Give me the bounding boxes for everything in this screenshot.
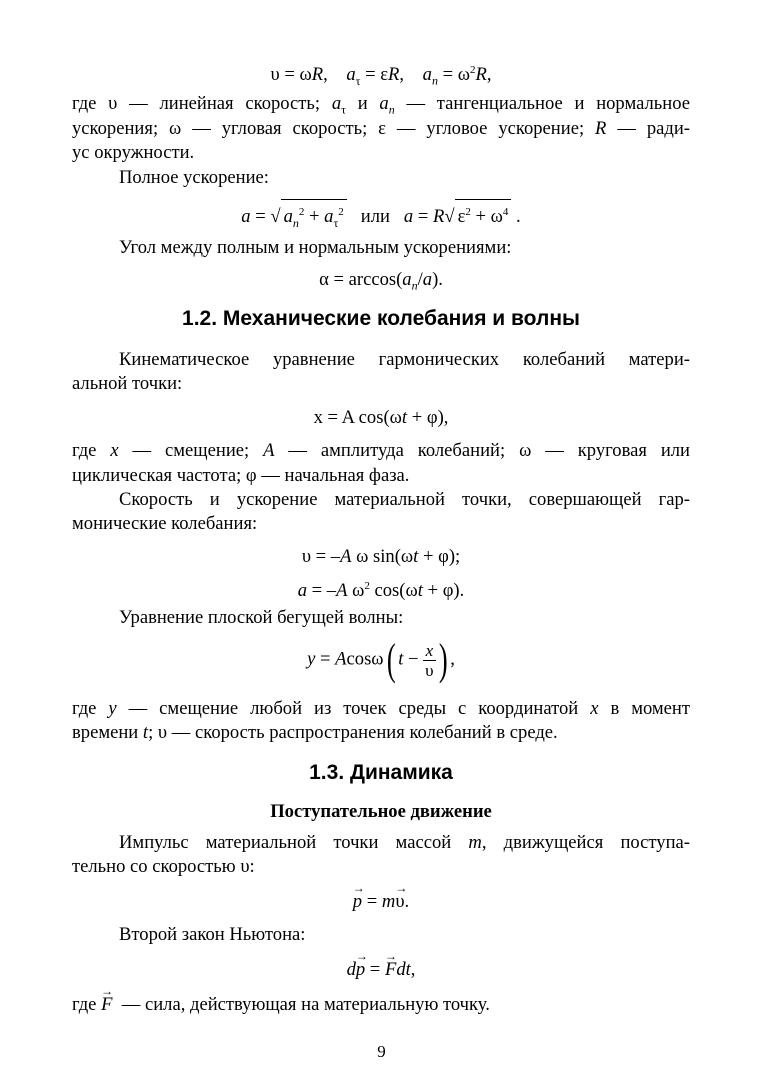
paragraph-line: где → F — сила, действующая на материальную точку. [72,993,690,1018]
paragraph-line: Импульс материальной точки массой m, движущейся поступа- [119,832,690,853]
equation-angle: $\alpha = \arccos(a_n/a)$. [319,269,443,293]
paragraph-line: Уравнение плоской бегущей волны: [119,607,404,628]
paragraph-line: ус окружности. [72,142,195,163]
paragraph-line: Скорость и ускорение материальной точки, совершающей гар- [119,489,690,510]
section-heading-1-2: 1.2. Механические колебания и волны [182,307,580,330]
section-heading-1-3: 1.3. Динамика [309,761,453,784]
subsection-heading: Поступательное движение [270,801,492,822]
paragraph-line: альной точки: [72,373,183,394]
paragraph-line: Кинематическое уравнение гармонических колебаний матери- [119,349,690,370]
paragraph-line: где x — смещение; A — амплитуда колебаний; ω — круговая или [72,440,691,461]
equation-full-acceleration: a = √ $a_n^2 + a_\tau^2$ или a = R√ $\varepsilon^2 + \omega^4$ . [72,199,690,235]
paragraph-line: монические колебания: [72,513,258,534]
equation-momentum: → p = m→ υ. [72,890,690,915]
paragraph-line: Полное ускорение: [119,167,269,188]
equation-wave: y = Acosω( t − $\frac{x}{\upsilon}$ ) , [307,635,455,684]
paragraph-line: тельно со скоростью υ: [72,856,255,877]
page-number: 9 [377,1042,386,1061]
paragraph-line: ускорения; ω — угловая скорость; ε — угловое ускорение; R — ради- [72,118,690,139]
equation-kinematics-rotation: υ = ωR, $a_\tau = \varepsilon R$, $a_n = \omega^2R$, [270,64,492,88]
equation-harmonic: x = A cos(ωt + φ), [313,407,449,428]
equation-newton: d→ p = → Fdt, [72,958,690,983]
paragraph-line: циклическая частота; φ — начальная фаза. [72,465,410,486]
paragraph-line: Угол между полным и нормальным ускорениями: [119,237,512,258]
paragraph-line: где υ — линейная скорость; $a_\tau$ и $a_n$ — тангенциальное и нормальное [72,93,690,117]
paragraph-line: где y — смещение любой из точек среды с координатой x в момент [72,698,691,719]
equation-velocity: υ = –A ω sin(ωt + φ); [301,546,461,567]
paragraph-line: Второй закон Ньютона: [119,924,306,945]
paragraph-line: времени t; υ — скорость распространения колебаний в среде. [72,722,558,743]
equation-acceleration: a = –A $\omega^2$ cos(ωt + φ). [297,580,465,602]
